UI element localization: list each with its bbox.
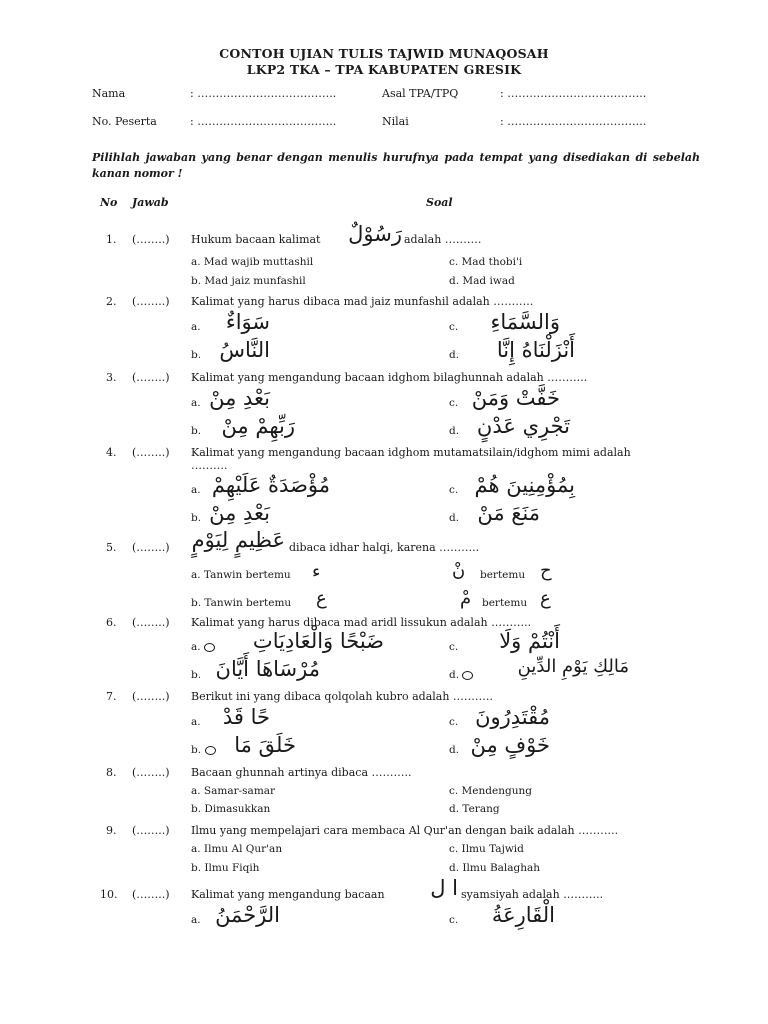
q2-letter-d: d. <box>449 349 460 361</box>
q4-answer-blank[interactable]: (……..) <box>132 446 170 459</box>
q10-answer-blank[interactable]: (……..) <box>132 888 170 901</box>
q1-option-a: a. Mad wajib muttashil <box>191 256 314 268</box>
q1-option-c: c. Mad thobi'i <box>449 256 523 268</box>
q7-option-c: مُقْتَدِرُونَ <box>475 705 550 729</box>
q1-arabic: رَسُوْلٌ <box>348 222 402 246</box>
exam-title: CONTOH UJIAN TULIS TAJWID MUNAQOSAH <box>219 46 549 61</box>
q9-option-a: a. Ilmu Al Qur'an <box>191 843 283 855</box>
q8-option-b: b. Dimasukkan <box>191 803 271 815</box>
q1-option-b: b. Mad jaiz munfashil <box>191 275 306 287</box>
nilai-field[interactable]: : ……………………………….. <box>500 115 647 128</box>
nama-field[interactable]: : ……………………………….. <box>190 87 337 100</box>
q4-letter-a: a. <box>191 484 201 496</box>
q2-answer-blank[interactable]: (……..) <box>132 295 170 308</box>
q9-text: Ilmu yang mempelajari cara membaca Al Qur'an dengan baik adalah ……….. <box>191 824 619 837</box>
q2-option-c: وَالسَّمَاءِ <box>490 310 560 334</box>
instruction: Pilihlah jawaban yang benar dengan menulis hurufnya pada tempat yang disediakan di sebelah kanan nomor ! <box>92 151 700 180</box>
column-soal: Soal <box>426 196 453 209</box>
q4-option-c: بِمُؤْمِنِينَ هُمْ <box>474 473 575 497</box>
q2-option-a: سَوَاءٌ <box>225 310 270 334</box>
q7-answer-blank[interactable]: (……..) <box>132 690 170 703</box>
q1-number: 1. <box>106 233 117 246</box>
q2-letter-b: b. <box>191 349 202 361</box>
q5-option-b: b. Tanwin bertemu <box>191 597 292 609</box>
q7-option-d: خَوْفٍ مِنْ <box>470 733 550 757</box>
q1-option-d: d. Mad iwad <box>449 275 515 287</box>
q9-answer-blank[interactable]: (……..) <box>132 824 170 837</box>
q1-text-pre: Hukum bacaan kalimat <box>191 233 321 246</box>
q5-option-c-letter1: نْ <box>452 560 466 581</box>
q5-arabic: عَظِيمٍ لِيَوْمٍ <box>191 528 285 552</box>
q6-d-circle-icon <box>462 671 473 680</box>
q10-letter-c: c. <box>449 914 459 926</box>
nilai-label: Nilai <box>382 115 409 128</box>
q6-answer-blank[interactable]: (……..) <box>132 616 170 629</box>
q4-option-d: مَنَعَ مَنْ <box>477 501 540 525</box>
q2-option-d: أَنْزَلْنَاهُ إِنَّا <box>496 338 575 362</box>
peserta-field[interactable]: : ……………………………….. <box>190 115 337 128</box>
asal-field[interactable]: : ……………………………….. <box>500 87 647 100</box>
q6-letter-b: b. <box>191 669 202 681</box>
q7-letter-b: b. <box>191 744 202 756</box>
q2-option-b: النَّاسُ <box>219 338 270 362</box>
q4-number: 4. <box>106 446 117 459</box>
q2-letter-c: c. <box>449 321 459 333</box>
q7-option-b: خَلَقَ مَا <box>234 733 296 757</box>
q3-letter-a: a. <box>191 397 201 409</box>
q9-option-d: d. Ilmu Balaghah <box>449 862 541 874</box>
q4-letter-d: d. <box>449 512 460 524</box>
q7-letter-d: d. <box>449 744 460 756</box>
q2-number: 2. <box>106 295 117 308</box>
q5-option-d-letter2: ع <box>540 588 551 609</box>
column-no: No <box>100 196 118 209</box>
q5-option-c: bertemu <box>480 569 526 581</box>
q10-text-pre: Kalimat yang mengandung bacaan <box>191 888 385 901</box>
q10-number: 10. <box>100 888 118 901</box>
asal-label: Asal TPA/TPQ <box>382 87 459 100</box>
q3-option-b: رَبِّهِمْ مِنْ <box>221 414 295 438</box>
q5-option-d: bertemu <box>482 597 528 609</box>
q8-number: 8. <box>106 766 117 779</box>
q6-option-a: ضَبْحًا وَالْعَادِيَاتِ <box>252 629 384 653</box>
q9-option-c: c. Ilmu Tajwid <box>449 843 524 855</box>
peserta-label: No. Peserta <box>92 115 157 128</box>
q3-letter-b: b. <box>191 425 202 437</box>
q5-option-b-letter: ع <box>316 588 327 609</box>
q5-number: 5. <box>106 541 117 554</box>
column-jawab: Jawab <box>132 196 169 209</box>
q8-option-c: c. Mendengung <box>449 785 532 797</box>
q3-number: 3. <box>106 371 117 384</box>
q10-option-a: الرَّحْمَنُ <box>215 903 280 927</box>
q5-option-a-letter: ء <box>312 561 321 582</box>
q10-text-post: syamsiyah adalah ……….. <box>461 888 604 901</box>
q7-letter-c: c. <box>449 716 459 728</box>
q8-text: Bacaan ghunnah artinya dibaca ……….. <box>191 766 412 779</box>
q4-letter-b: b. <box>191 512 202 524</box>
q10-option-c: الْقَارِعَةُ <box>491 903 555 927</box>
q3-answer-blank[interactable]: (……..) <box>132 371 170 384</box>
q10-arabic: ا ل <box>430 876 458 900</box>
q6-number: 6. <box>106 616 117 629</box>
q3-letter-c: c. <box>449 397 459 409</box>
q1-answer-blank[interactable]: (……..) <box>132 233 170 246</box>
q6-letter-d: d. <box>449 669 460 681</box>
q8-option-d: d. Terang <box>449 803 500 815</box>
q6-letter-a: a. <box>191 641 201 653</box>
q8-answer-blank[interactable]: (……..) <box>132 766 170 779</box>
q5-answer-blank[interactable]: (……..) <box>132 541 170 554</box>
q10-letter-a: a. <box>191 914 201 926</box>
q6-option-d: مَالِكِ يَوْمِ الدِّينِ <box>517 656 629 677</box>
q7-option-a: حًا قَدْ <box>222 705 270 729</box>
q7-letter-a: a. <box>191 716 201 728</box>
q4-option-b: بَعْدِ مِنْ <box>209 501 270 525</box>
q1-text-post: adalah ………. <box>404 233 482 246</box>
q6-option-b: مُرْسَاهَا أَيَّانَ <box>215 657 320 681</box>
q8-option-a: a. Samar-samar <box>191 785 276 797</box>
q7-number: 7. <box>106 690 117 703</box>
q9-option-b: b. Ilmu Fiqih <box>191 862 260 874</box>
q5-option-c-letter2: ح <box>540 560 552 581</box>
q7-b-circle-icon <box>205 746 216 755</box>
q7-text: Berikut ini yang dibaca qolqolah kubro adalah ……….. <box>191 690 493 703</box>
q3-option-d: تَجْرِي عَدْنٍ <box>476 414 570 438</box>
q6-letter-c: c. <box>449 641 459 653</box>
q6-option-c: أَنْتُمْ وَلَا <box>499 629 560 653</box>
q2-letter-a: a. <box>191 321 201 333</box>
q4-letter-c: c. <box>449 484 459 496</box>
q3-text: Kalimat yang mengandung bacaan idghom bilaghunnah adalah ……….. <box>191 371 588 384</box>
q3-option-a: بَعْدِ مِنْ <box>209 386 270 410</box>
q5-text-post: dibaca idhar halqi, karena ……….. <box>289 541 480 554</box>
q4-option-a: مُؤْصَدَةٌ عَلَيْهِمْ <box>211 473 330 497</box>
q4-text: Kalimat yang mengandung bacaan idghom mutamatsilain/idghom mimi adalah ………. <box>191 446 631 472</box>
exam-subtitle: LKP2 TKA – TPA KABUPATEN GRESIK <box>246 62 522 77</box>
q5-option-a: a. Tanwin bertemu <box>191 569 291 581</box>
nama-label: Nama <box>92 87 126 100</box>
q2-text: Kalimat yang harus dibaca mad jaiz munfashil adalah ……….. <box>191 295 534 308</box>
q9-number: 9. <box>106 824 117 837</box>
q3-letter-d: d. <box>449 425 460 437</box>
q5-option-d-letter1: مْ <box>460 588 472 609</box>
q6-text: Kalimat yang harus dibaca mad aridl lissukun adalah ……….. <box>191 616 532 629</box>
q3-option-c: خَفَّتْ وَمَنْ <box>471 386 560 410</box>
